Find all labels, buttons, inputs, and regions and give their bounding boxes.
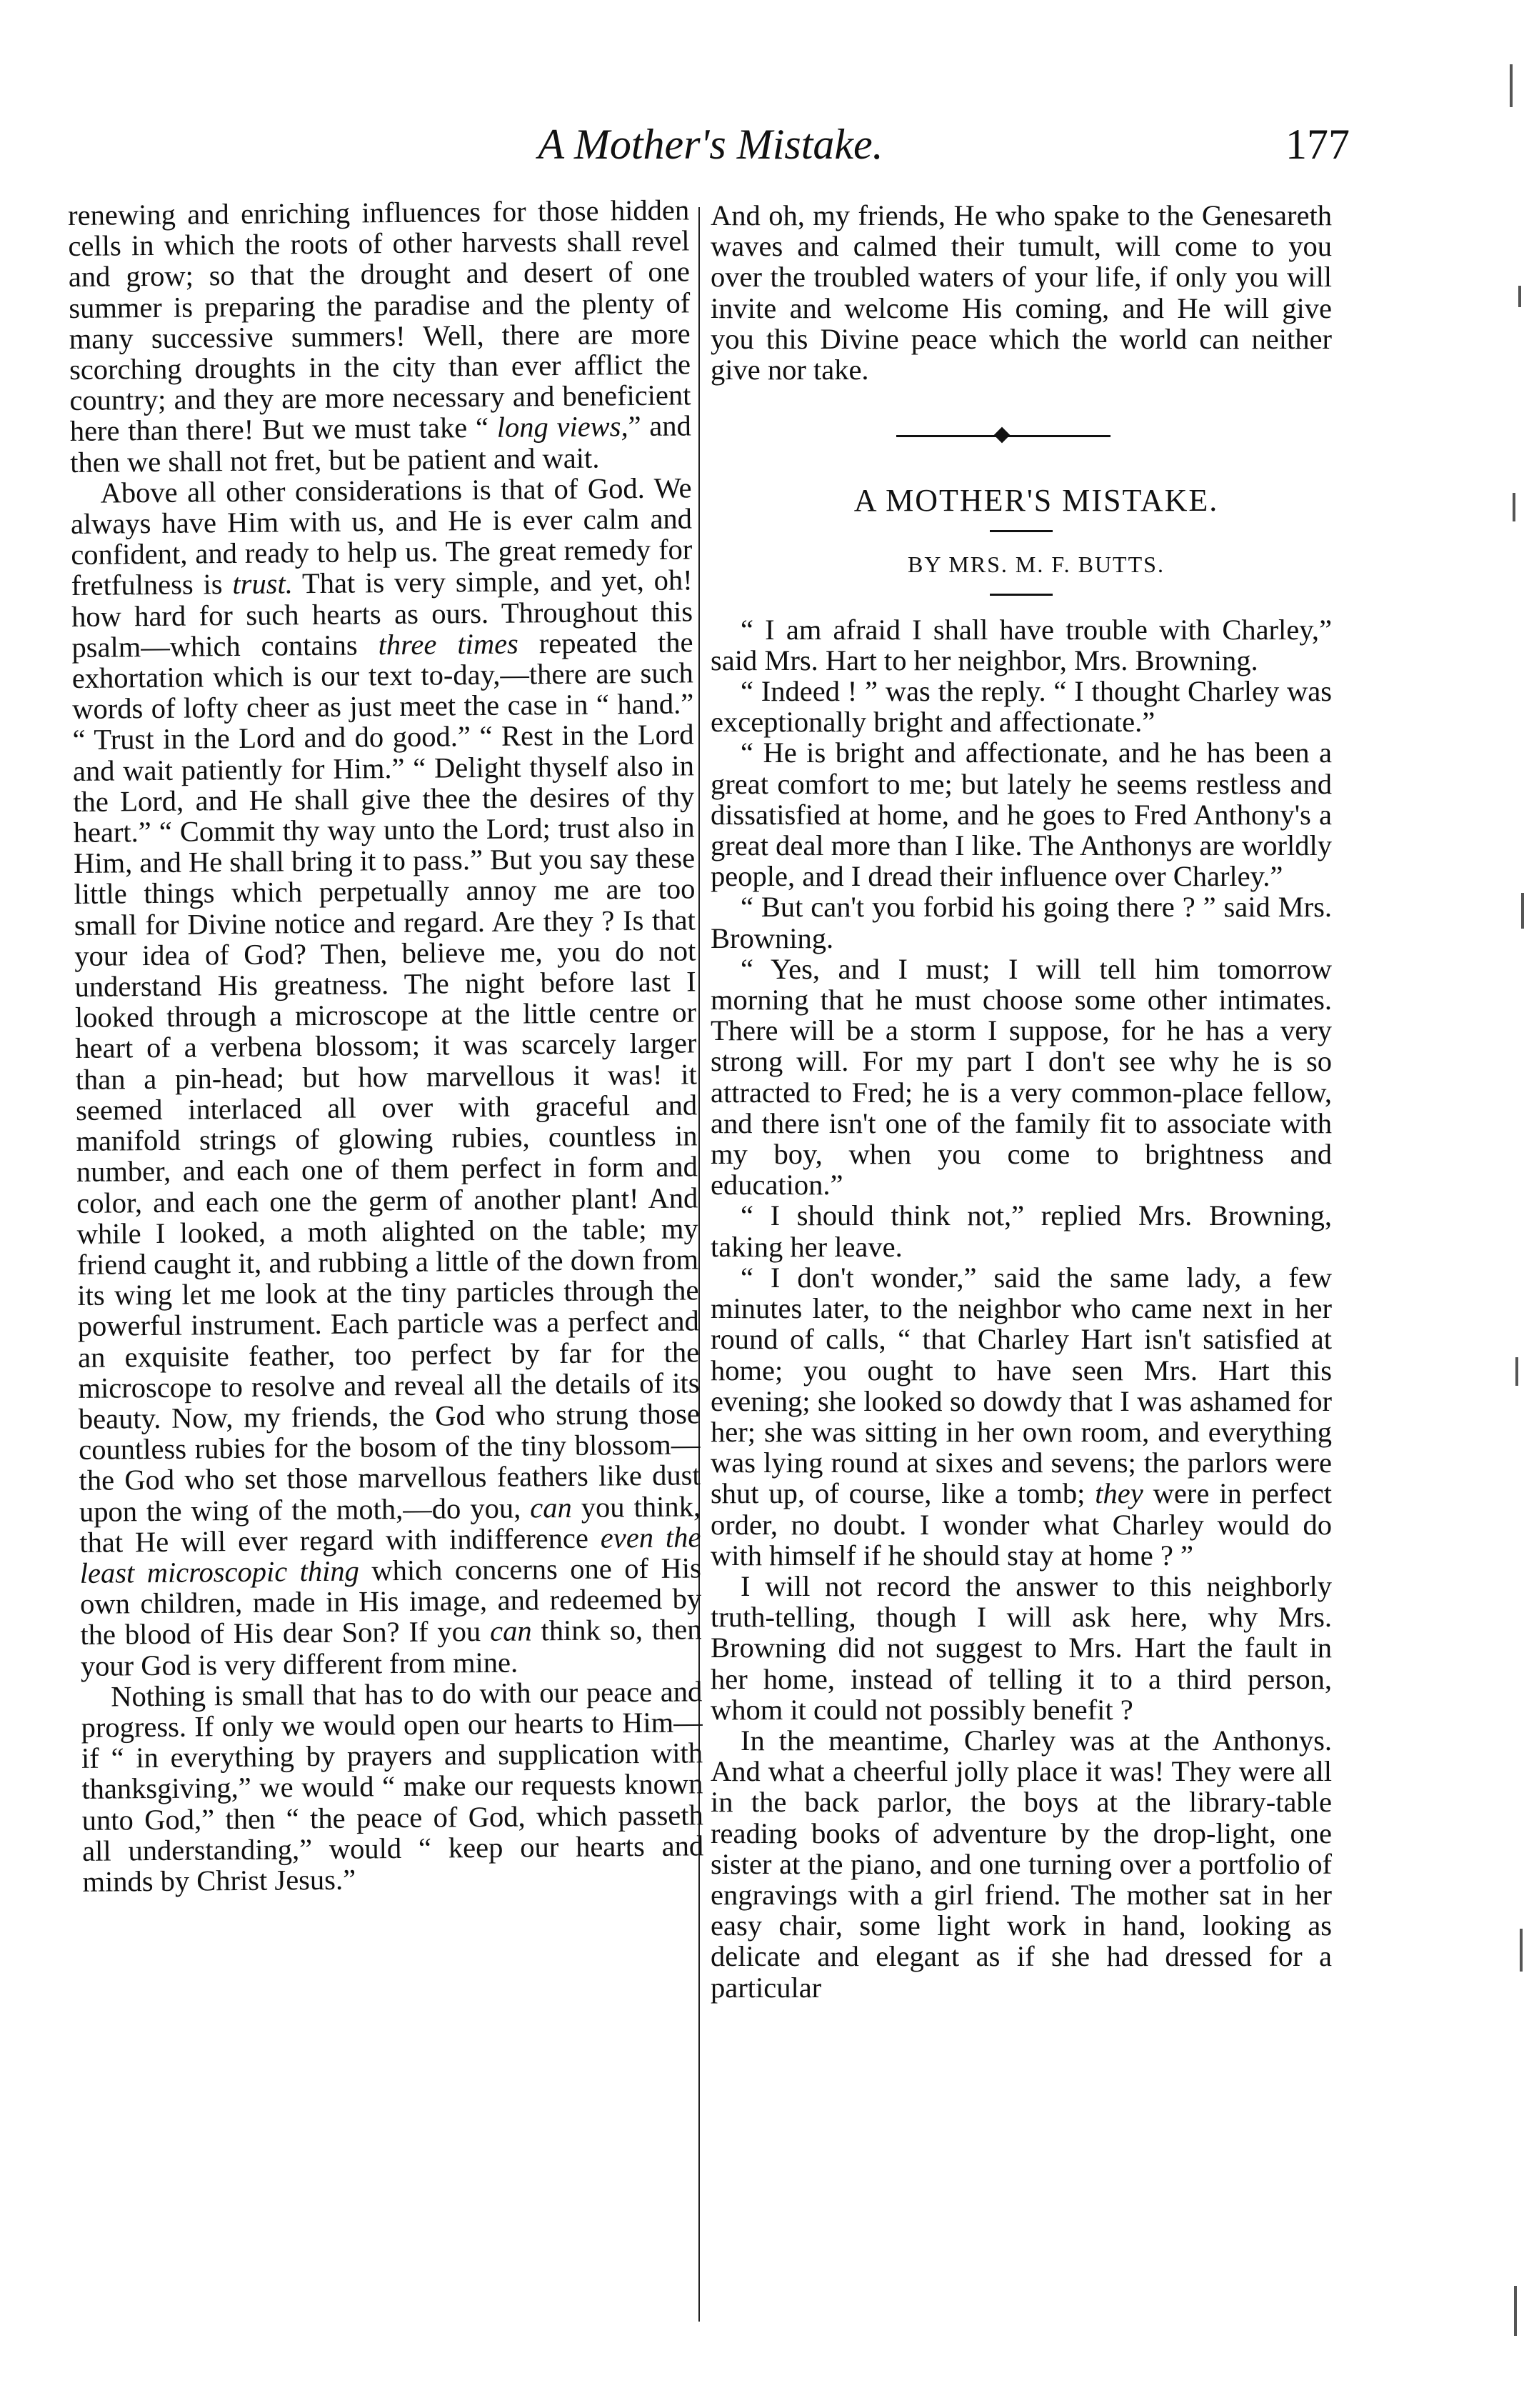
italic-emphasis: long views, bbox=[496, 410, 628, 444]
paragraph-text: “ I don't wonder,” said the same lady, a few minutes later, to the neighbor who came next in her round of calls, “ that Charley Hart isn't satisfied at home; you ought to have seen Mrs. Hart this evening; she looked so dowdy that I was ashamed for her; she was sitting in her own room, and everything was lying round at sixes and sevens; the parlors were shut up, of course, like a tomb; bbox=[711, 1261, 1332, 1510]
paragraph bbox=[68, 194, 691, 477]
paragraph bbox=[711, 891, 1332, 953]
italic-emphasis: three times bbox=[378, 627, 519, 661]
paragraph-text: I will not record the answer to this neighborly truth-telling, though I will ask here, why Mrs. Browning did not suggest to Mrs. Hart the fault in her home, instead of telling it to a third person, whom it could not possibly benefit ? bbox=[711, 1569, 1332, 1726]
paragraph-text: That is very simple, and yet, oh! how hard for such hearts as ours. Throughout this psalm—which contains bbox=[71, 564, 693, 664]
page-edge-shadow bbox=[1438, 0, 1524, 2408]
paragraph-text: ” and then we shall not fret, but be patient and wait. bbox=[70, 409, 691, 479]
paragraph bbox=[711, 1571, 1332, 1725]
italic-emphasis: trust. bbox=[232, 567, 294, 601]
italic-emphasis: can bbox=[489, 1614, 532, 1648]
italic-emphasis: can bbox=[530, 1491, 572, 1524]
diamond-ornament-icon bbox=[994, 427, 1011, 444]
byline: BY MRS. M. F. BUTTS. bbox=[908, 551, 1165, 578]
paragraph bbox=[711, 1725, 1332, 2003]
paragraph bbox=[70, 472, 702, 1681]
running-title: A Mother's Mistake. bbox=[538, 121, 883, 168]
intro-paragraph: And oh, my friends, He who spake to the Genesareth waves and calmed their tumult, will come to you over the troubled waters of your life, if only you will invite and welcome His coming, and He will give you this Divine peace which the world can neither give nor take. bbox=[711, 199, 1332, 386]
page-header bbox=[71, 107, 1350, 171]
paragraph-text: “ I am afraid I shall have trouble with Charley,” said Mrs. Hart to her neighbor, Mrs. Browning. bbox=[711, 613, 1332, 676]
italic-emphasis: even the least microscopic thing bbox=[79, 1521, 701, 1589]
paragraph-text: “ I should think not,” replied Mrs. Browning, taking her leave. bbox=[711, 1199, 1332, 1263]
paragraph-text: “ He is bright and affectionate, and he has been a great comfort to me; but lately he seems restless and dissatisfied at home, and he goes to Fred Anthony's a great deal more than I like. The Anthonys are worldly people, and I dread their influence over Charley.” bbox=[711, 736, 1332, 893]
paragraph-text: think so, then your God is very different from mine. bbox=[80, 1613, 702, 1682]
paragraph bbox=[711, 1262, 1332, 1571]
article-title: A MOTHER'S MISTAKE. bbox=[853, 483, 1219, 519]
article-body bbox=[711, 614, 1332, 2003]
right-column bbox=[711, 200, 1332, 2003]
paragraph bbox=[81, 1676, 704, 1897]
byline-rule bbox=[990, 594, 1053, 596]
paragraph bbox=[711, 614, 1332, 676]
paragraph-text: were in perfect order, no doubt. I wonder what Charley would do with himself if he should stay at home ? ” bbox=[711, 1477, 1332, 1572]
column-divider bbox=[698, 207, 700, 2322]
title-rule bbox=[990, 530, 1053, 532]
italic-emphasis: they bbox=[1095, 1477, 1143, 1510]
paragraph bbox=[711, 737, 1332, 891]
section-ornament bbox=[711, 385, 1332, 485]
paragraph-text: repeated the exhortation which is our text to-day,—there are such words of lofty cheer as just meet the case in “ hand.” “ Trust in the Lord and do good.” “ Rest in the Lord and wait patiently for Him.” “ Delight thyself also in the Lord, and He shall give thee the desires of thy heart.” “ Commit thy way unto the Lord; trust also in Him, and He shall bring it to pass.” But you say these little things which perpetually annoy me are too small for Divine notice and regard. Are they ? Is that your idea of God? Then, believe me, you do not understand His greatness. The night before last I looked through a microscope at the little centre or heart of a verbena blossom; it was scarcely larger than a pin-head; but how marvellous it was! it seemed interlaced all over with graceful and manifold strings of glowing rubies, countless in number, and each one of them perfect in form and color, and each one the germ of another plant! And while I looked, a moth alighted on the table; my friend caught it, and rubbing a little of the down from its wing let me look at the tiny particles through the powerful instrument. Each particle was a perfect and an exquisite feather, too perfect by far for the microscope to resolve and reveal all the details of its beauty. Now, my friends, the God who strung those countless rubies for the bosom of the tiny blossom—the God who set those marvellous feathers like dust upon the wing of the moth,—do you, bbox=[71, 626, 701, 1528]
paragraph-text: renewing and enriching influences for those hidden cells in which the roots of other harvests shall revel and grow; so that the drought and desert of one summer is preparing the paradise and the plenty of many successive summers! Well, there are more scorching droughts in the city than ever afflict the country; and they are more necessary and beneficient here than there! But we must take “ bbox=[67, 194, 691, 448]
paragraph-text: In the meantime, Charley was at the Anthonys. And what a cheerful jolly place it was! They were all in the back parlor, the boys at the library-table reading books of adventure by the drop-light, one sister at the piano, and one turning over a portfolio of engravings with a girl friend. The mother sat in her easy chair, some light work in hand, looking as delicate and elegant as if she had dressed for a particular bbox=[711, 1724, 1332, 2004]
paragraph-text: which concerns one of His own children, made in His image, and redeemed by the blood of His dear Son? If you bbox=[79, 1552, 702, 1652]
paragraph bbox=[711, 954, 1332, 1201]
paragraph-text: you think, that He will ever regard with indifference bbox=[79, 1489, 701, 1559]
paragraph-text: “ But can't you forbid his going there ? ” said Mrs. Browning. bbox=[711, 891, 1332, 954]
left-column bbox=[68, 194, 704, 1897]
paragraph bbox=[711, 1200, 1332, 1262]
paragraph-text: Above all other considerations is that of God. We always have Him with us, and He is ever calm and confident, and ready to help us. The great remedy for fretfulness is bbox=[70, 471, 693, 602]
paragraph bbox=[711, 676, 1332, 737]
paragraph-text: “ Yes, and I must; I will tell him tomorrow morning that he must choose some other intimates. There will be a storm I suppose, for he has a very strong will. For my part I don't see why he is so attracted to Fred; he is a very common-place fellow, and there isn't one of the family fit to associate with my boy, when you come to brightness and education.” bbox=[711, 952, 1332, 1201]
page-number: 177 bbox=[1285, 121, 1350, 168]
paragraph-text: “ Indeed ! ” was the reply. “ I thought Charley was exceptionally bright and affectionate.” bbox=[711, 675, 1332, 739]
paragraph-text: Nothing is small that has to do with our peace and progress. If only we would open our hearts to Him—if “ in everything by prayers and supplication with thanksgiving,” we would “ make our requests known unto God,” then “ the peace of God, which passeth all understanding,” would “ keep our hearts and minds by Christ Jesus.” bbox=[81, 1675, 704, 1898]
